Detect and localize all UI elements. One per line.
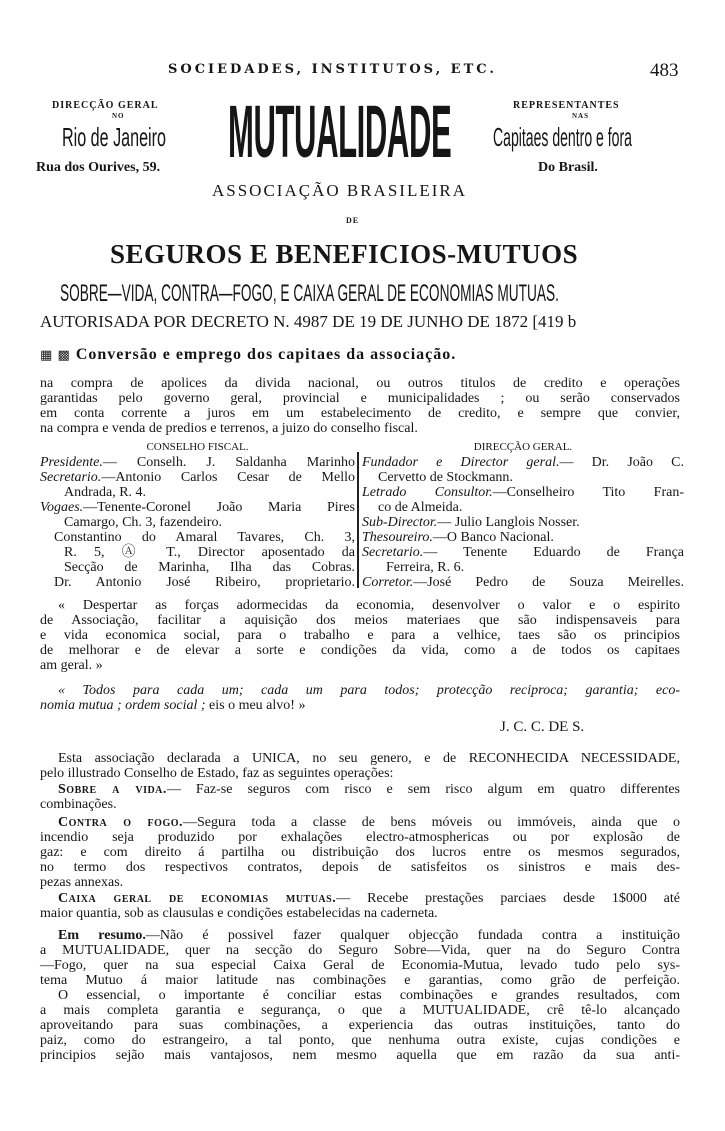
director-line <box>362 515 684 530</box>
line-lead: Presidente. <box>40 455 103 470</box>
line-text: paiz, como do estrangeiro, a tal ponto, que nenhuma outra existe, cujas condições e <box>40 1033 680 1048</box>
paragraph-line <box>40 906 680 921</box>
paragraph-line <box>58 782 680 797</box>
line-text: — Dr. João C. <box>559 455 684 470</box>
paragraph-line <box>58 815 680 830</box>
masthead-left-line2: NO <box>112 112 125 120</box>
director-line <box>362 575 684 590</box>
masthead-decree: AUTORISADA POR DECRETO N. 4987 DE 19 DE JUNHO DE 1872 [419 b <box>40 312 577 331</box>
line-lead: Sub-Director. <box>362 515 438 530</box>
paragraph-line <box>40 766 680 781</box>
director-line <box>362 545 684 560</box>
paragraph-line <box>58 928 680 943</box>
line-text: —Segura toda a classe de bens móveis ou immóveis, ainda que o <box>183 815 680 830</box>
council-member-line <box>64 515 355 530</box>
masthead-title: MUTUALIDADE <box>228 92 452 172</box>
quote-line: « Despertar as forças adormecidas da economia, desenvolver o valor e o espirito <box>58 598 680 613</box>
running-header-title: SOCIEDADES, INSTITUTOS, ETC. <box>168 62 497 77</box>
paragraph-line <box>40 958 680 973</box>
council-member-line <box>54 575 355 590</box>
line-lead: Contra o fogo. <box>58 815 183 830</box>
director-line <box>362 530 684 545</box>
line-text: incendio seja produzido por exhalações electro-atmosphericas ou por explosão de <box>40 830 680 845</box>
paragraph-line <box>58 891 680 906</box>
line-lead: Fundador e Director geral. <box>362 455 560 470</box>
council-member-line <box>64 485 355 500</box>
signature: J. C. C. DE S. <box>500 719 585 735</box>
line-lead: Secretario. <box>40 470 102 485</box>
masthead-right-line2: NAS <box>572 112 590 120</box>
line-text: —Antonio Carlos Cesar de Mello <box>101 470 355 485</box>
line-text: combinações. <box>40 797 117 812</box>
masthead-subtitle-association: ASSOCIAÇÃO BRASILEIRA <box>212 181 467 200</box>
council-member-line <box>40 455 355 470</box>
line-text: Ferreira, R. 6. <box>386 560 465 575</box>
line-text: —Não é possivel fazer qualquer objecção fundada contra a instituição <box>145 928 680 943</box>
line-text: pelo illustrado Conselho de Estado, faz as seguintes operações: <box>40 766 394 781</box>
line-text: — Recebe prestações parciaes desde 1$000 até <box>336 891 681 906</box>
line-text: co de Almeida. <box>378 500 463 515</box>
masthead-subtitle-branches: SOBRE—VIDA, CONTRA—FOGO, E CAIXA GERAL DE ECONOMIAS MUTUAS. <box>60 280 559 307</box>
line-text: Cervetto de Stockmann. <box>378 470 513 485</box>
paragraph-line <box>40 830 680 845</box>
line-text: Dr. Antonio José Ribeiro, proprietario. <box>54 575 355 590</box>
line-lead: Thesoureiro. <box>362 530 433 545</box>
line-text: maior quantia, sob as clausulas e condições estabelecidas na caderneta. <box>40 906 438 921</box>
quote-line: e vida economica social, para o trabalho e para a velhice, taes são os principios <box>40 628 680 643</box>
paragraph-line <box>40 875 680 890</box>
page-number: 483 <box>650 60 679 81</box>
director-line <box>362 455 684 470</box>
paragraph-line: na compra e venda de predios e terrenos, a juizo do conselho fiscal. <box>40 421 418 436</box>
line-lead: Em resumo. <box>58 928 146 943</box>
motto-line <box>58 683 680 698</box>
quote-line: de Associação, facilitar a aquisição dos meios materiaes que são indispensaveis para <box>40 613 680 628</box>
masthead-subtitle-de: DE <box>346 216 360 225</box>
masthead-left-line1: DIRECÇÃO GERAL <box>52 100 159 111</box>
line-lead: Caixa geral de economias mutuas. <box>58 891 337 906</box>
quote-line: am geral. » <box>40 658 103 673</box>
line-text: —José Pedro de Souza Meirelles. <box>413 575 684 590</box>
column-heading: DIRECÇÃO GERAL. <box>473 441 573 453</box>
line-lead: Corretor. <box>362 575 414 590</box>
column-heading: CONSELHO FISCAL. <box>146 441 249 453</box>
line-lead: Sobre a vida. <box>58 782 167 797</box>
line-text: — Conselh. J. Saldanha Marinho <box>102 455 355 470</box>
paragraph-line <box>40 973 680 988</box>
paragraph-line <box>40 845 680 860</box>
line-lead: « Todos para cada um; cada um para todos; protecção reciproca; garantia; eco- <box>58 683 680 698</box>
line-text: tema Mutuo á maior latitude nas combinações e garantias, como grão de perfeição. <box>40 973 680 988</box>
line-text: —Conselheiro Tito Fran- <box>492 485 684 500</box>
paragraph-line <box>40 1033 680 1048</box>
council-member-line <box>40 500 355 515</box>
council-member-line <box>40 470 355 485</box>
masthead-subtitle-insurance: SEGUROS E BENEFICIOS-MUTUOS <box>110 239 579 269</box>
line-text: principios sejão mais vantajosos, nem mesmo aquella que em razão da sua anti- <box>40 1048 680 1063</box>
line-text: Andrada, R. 4. <box>64 485 147 500</box>
paragraph-line <box>58 751 680 766</box>
council-member-line <box>64 560 355 575</box>
line-text: — Faz-se seguros com risco e sem risco algum em quatro differentes <box>166 782 681 797</box>
line-text: eis o meu alvo! » <box>205 698 306 713</box>
masthead-right-location: Capitaes dentro e fora <box>493 122 632 152</box>
line-text: —Fogo, quer na sua especial Caixa Geral de Economia-Mutua, levado tudo pelo sys- <box>40 958 680 973</box>
line-text: no termo dos respectivos contratos, depois de satisfeitos os sinistros e mais des- <box>40 860 680 875</box>
paragraph-line <box>40 860 680 875</box>
line-text: gaz: e com direito á partilha ou distribuição dos lucros entre os mesmos segurados, <box>40 845 680 860</box>
paragraph-line <box>40 1048 680 1063</box>
ornament-icon: ▦ ▩ <box>40 347 71 362</box>
line-text: a mais completa garantia e segurança, o que a MUTUALIDADE, crê tê-lo alcançado <box>40 1003 680 1018</box>
paragraph-line <box>40 1018 680 1033</box>
paragraph-line <box>58 988 680 1003</box>
director-line <box>386 560 684 575</box>
line-text: — Tenente Eduardo de França <box>423 545 684 560</box>
paragraph-line: em conta corrente a juros em um estabelecimento de credito, e sempre que convier, <box>40 406 680 421</box>
line-lead: nomia mutua ; ordem social ; <box>40 698 206 713</box>
paragraph-line: na compra de apolices da divida nacional, ou outros titulos de credito e operações <box>40 376 680 391</box>
line-text: Camargo, Ch. 3, fazendeiro. <box>64 515 222 530</box>
paragraph-line <box>40 797 680 812</box>
masthead-left-city: Rio de Janeiro <box>62 122 166 152</box>
line-text: —O Banco Nacional. <box>432 530 554 545</box>
line-lead: Secretario. <box>362 545 424 560</box>
line-text: Esta associação declarada a UNICA, no seu genero, e de RECONHECIDA NECESSIDADE, <box>58 751 680 766</box>
line-text: Secção de Marinha, Ilha das Cobras. <box>64 560 355 575</box>
director-line <box>378 470 684 485</box>
masthead-left-address: Rua dos Ourives, 59. <box>36 160 161 175</box>
line-text: Constantino do Amaral Tavares, Ch. 3, <box>54 530 355 545</box>
quote-line: de melhorar e de elevar a sorte e condições da vida, como a de todos os capitaes <box>40 643 680 658</box>
masthead-right-country: Do Brasil. <box>538 160 598 175</box>
director-line <box>362 485 684 500</box>
paragraph-line <box>40 943 680 958</box>
line-text: pezas annexas. <box>40 875 124 890</box>
director-line <box>378 500 684 515</box>
column-divider <box>357 452 359 588</box>
line-text: R. 5, Ⓐ T., Director aposentado da <box>64 545 355 560</box>
line-lead: Letrado Consultor. <box>362 485 493 500</box>
line-text: O essencial, o importante é conciliar estas combinações e grandes resultados, com <box>58 988 680 1003</box>
council-member-line <box>64 545 355 560</box>
line-lead: Vogaes. <box>40 500 84 515</box>
line-text: — Julio Langlois Nosser. <box>437 515 580 530</box>
paragraph-line: garantidas pelo governo geral, provincial e municipalidades ; ou serão conservados <box>40 391 680 406</box>
council-member-line <box>54 530 355 545</box>
motto-line <box>40 698 680 713</box>
line-text: a MUTUALIDADE, quer na secção do Seguro Sobre—Vida, quer na do Seguro Contra <box>40 943 680 958</box>
section-heading <box>40 345 456 365</box>
line-text: aproveitando para suas combinações, a experiencia das outras instituições, tanto do <box>40 1018 680 1033</box>
section-heading-text: Conversão e emprego dos capitaes da associação. <box>75 346 457 363</box>
masthead-right-line1: REPRESENTANTES <box>513 100 620 111</box>
line-text: —Tenente-Coronel João Maria Pires <box>83 500 355 515</box>
paragraph-line <box>40 1003 680 1018</box>
